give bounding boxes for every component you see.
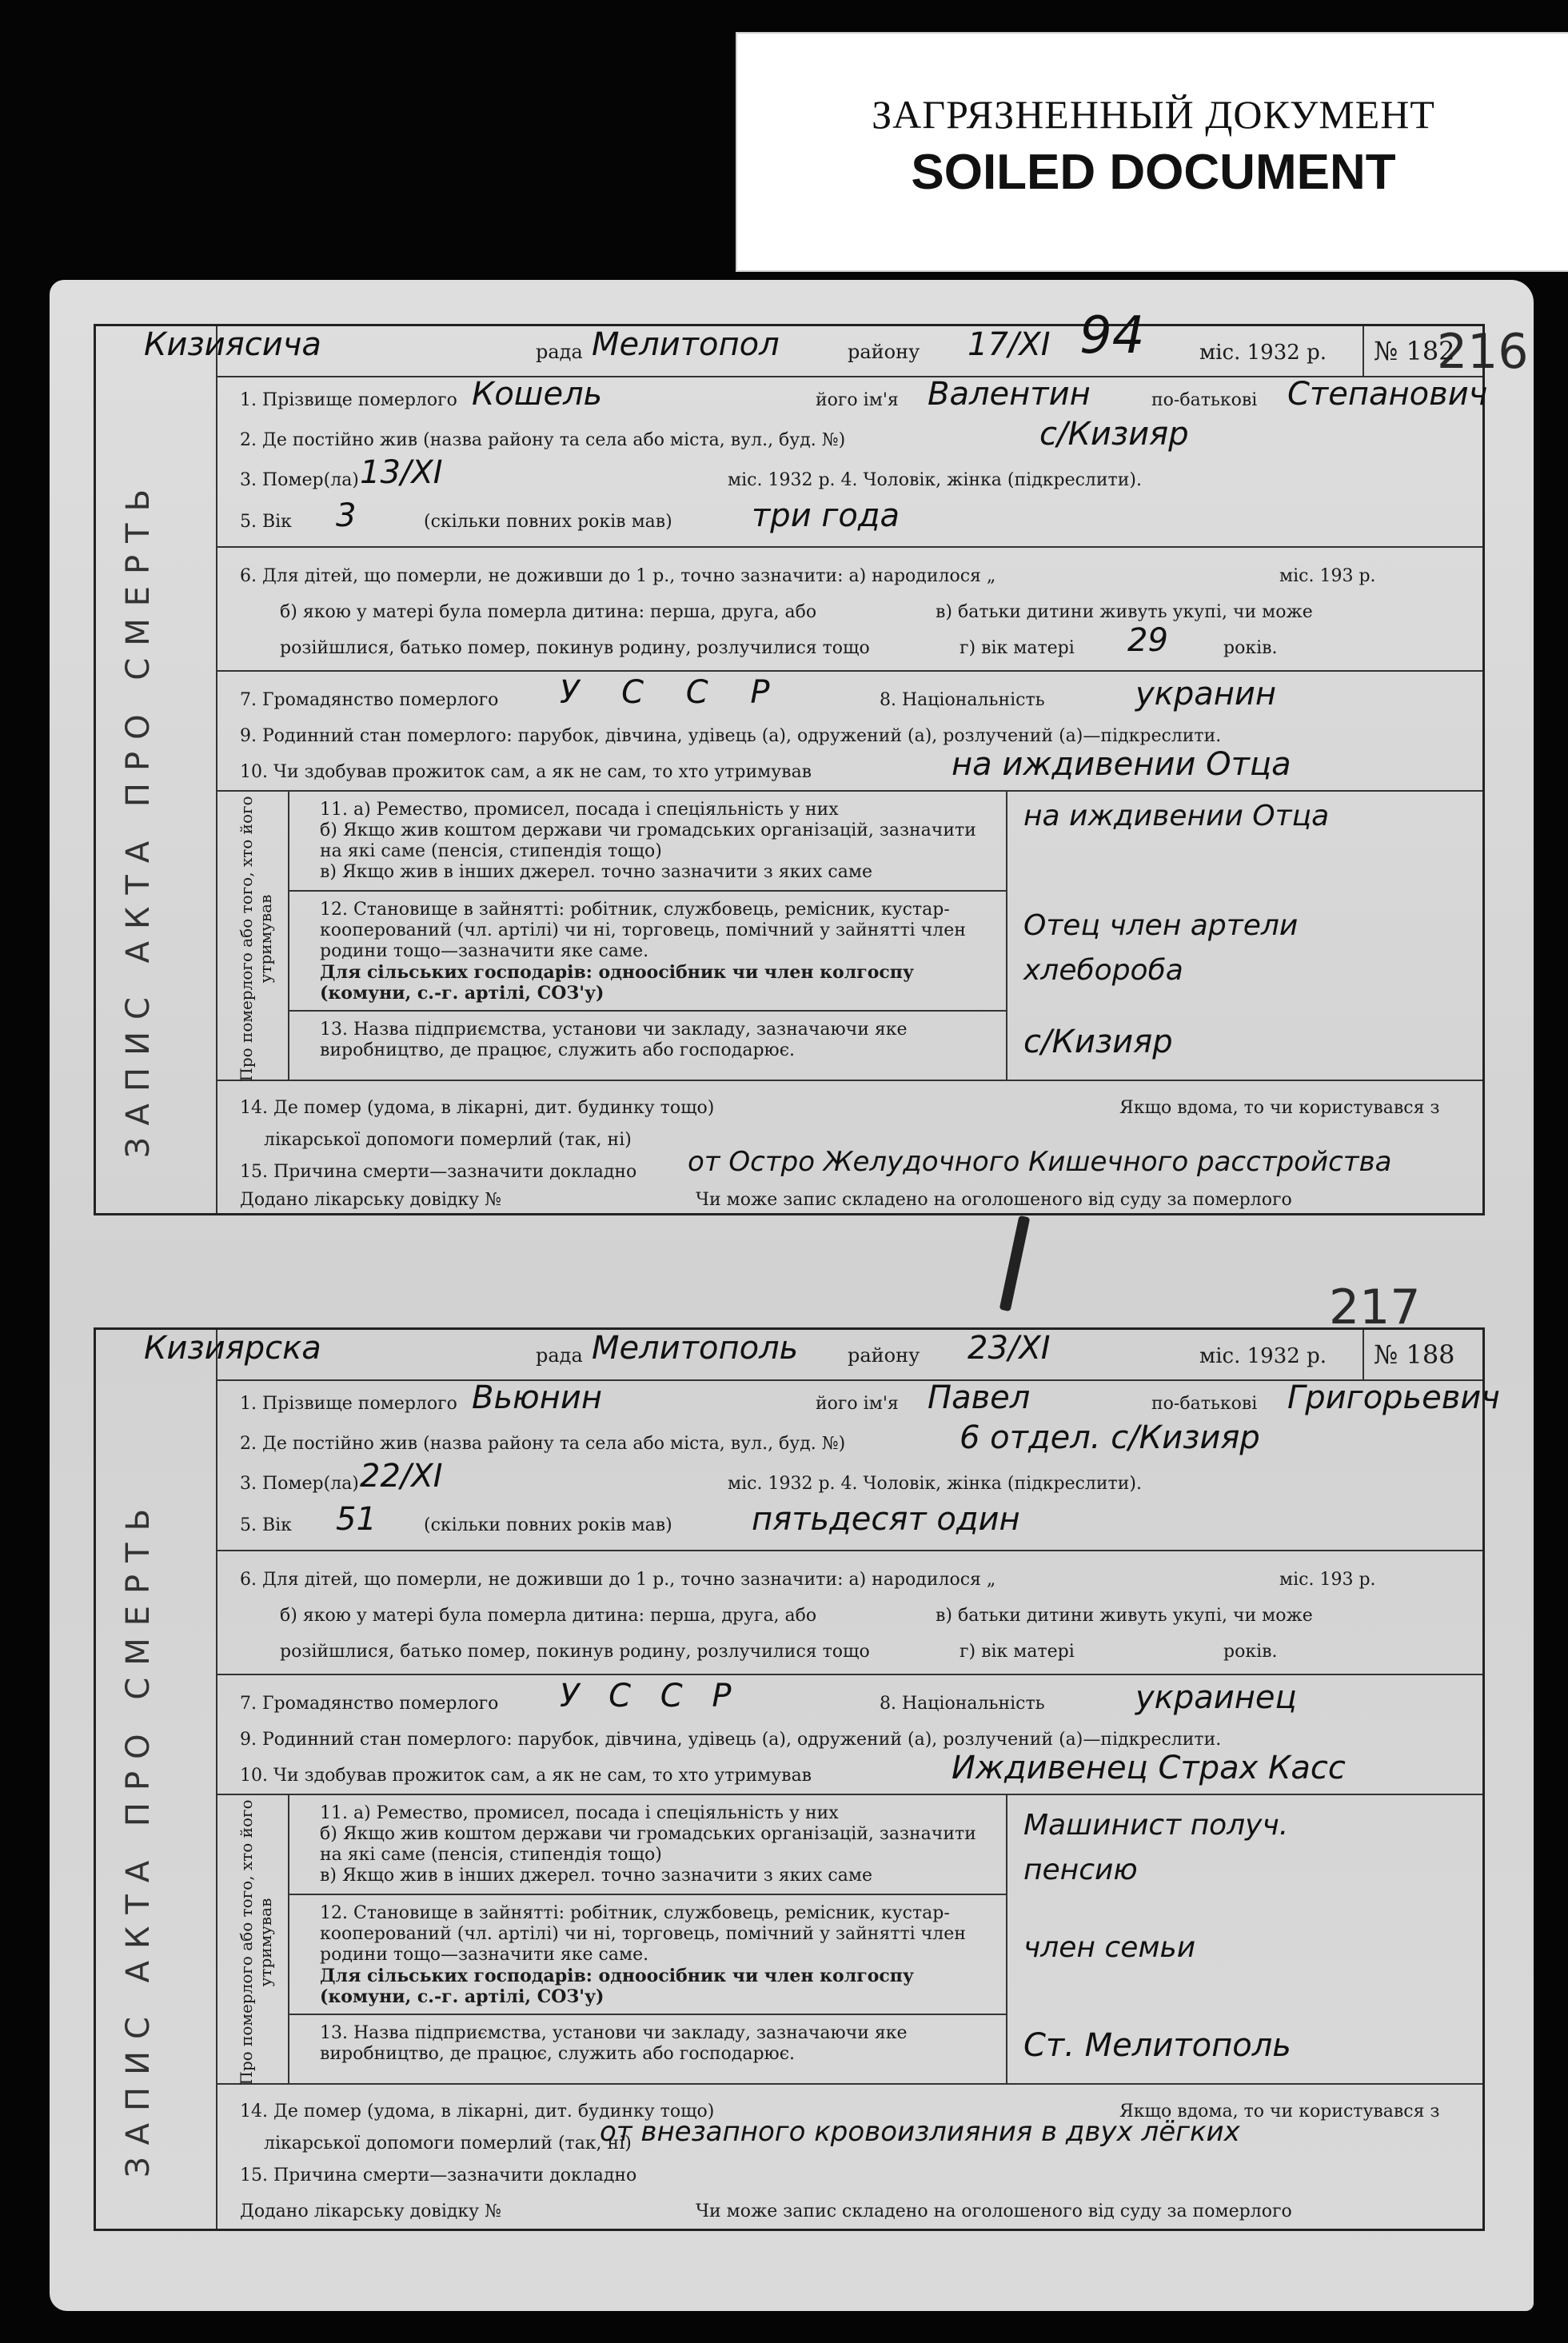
label: б) якою у матері була померла дитина: перша, друга, або xyxy=(280,1606,817,1626)
row-infant-c xyxy=(280,622,1466,659)
label: 6. Для дітей, що померли, не доживши до 1 р., точно зазначити: а) народилося „ xyxy=(240,566,996,586)
label: його ім'я xyxy=(816,390,899,410)
record-side-title: ЗАПИС АКТА ПРО СМЕРТЬ xyxy=(120,1496,157,2177)
occupation-12-text: 12. Становище в зайнятті: робітник, службовець, ремісник, кустар-кооперований (чл. артілі) чи ні, торговець, помічний у зайнятті член родини тощо—зазначити яке саме. xyxy=(320,1903,966,1965)
label: (скільки повних років мав) xyxy=(424,1515,672,1535)
row-support xyxy=(240,746,1466,783)
occupation-13-value: Ст. Мелитополь xyxy=(1023,2027,1291,2064)
record-date: 17/XI xyxy=(968,326,1051,363)
nationality: украинец xyxy=(1135,1679,1297,1716)
record-date: 23/XI xyxy=(968,1330,1051,1367)
label: 7. Громадянство померлого xyxy=(240,690,499,710)
support: на иждивении Отца xyxy=(952,746,1291,783)
given-name: Павел xyxy=(928,1379,1031,1416)
support: Иждивенец Страх Касс xyxy=(952,1750,1346,1786)
stamp-russian: ЗАГРЯЗНЕННЫЙ ДОКУМЕНТ xyxy=(872,92,1435,137)
row-citizenship xyxy=(240,1678,1466,1716)
label: 9. Родинний стан померлого: парубок, дівчина, удівець (а), одружений (а), розлучений (а)—підкреслити. xyxy=(240,726,1222,746)
occupation-12-farmers: Для сільських господарів: одноосібник чи член колгоспу (комуни, с.-г. артілі, СОЗ'у) xyxy=(320,962,914,1004)
label: його ім'я xyxy=(816,1394,899,1414)
raion-label: району xyxy=(848,1344,920,1367)
label: 8. Національність xyxy=(880,1694,1045,1714)
label: 3. Помер(ла) xyxy=(240,470,359,490)
patronymic: Степанович xyxy=(1287,376,1488,413)
occupation-13-value: с/Кизияр xyxy=(1023,1024,1173,1060)
label: г) вік матері xyxy=(960,638,1075,658)
occupation-12 xyxy=(288,892,1007,1012)
label: в) батьки дитини живуть укупі, чи може xyxy=(936,1606,1313,1626)
label: 1. Прізвище померлого xyxy=(240,1394,457,1414)
label: років. xyxy=(1223,1642,1278,1662)
citizenship: У С С Р xyxy=(560,674,786,711)
label: г) вік матері xyxy=(960,1642,1075,1662)
label: 6. Для дітей, що померли, не доживши до 1 р., точно зазначити: а) народилося „ xyxy=(240,1570,996,1590)
label: лікарської допомоги померлий (так, ні) xyxy=(264,1130,632,1150)
death-record-2 xyxy=(94,1327,1500,2231)
row-surname xyxy=(240,376,1488,413)
label: 10. Чи здобував прожиток сам, а як не сам, то хто утримував xyxy=(240,762,812,782)
occupation-12-text: 12. Становище в зайнятті: робітник, службовець, ремісник, кустар-кооперований (чл. артілі) чи ні, торговець, помічний у зайнятті член родини тощо—зазначити яке саме. xyxy=(320,900,966,961)
label: 3. Помер(ла) xyxy=(240,1474,359,1494)
label: років. xyxy=(1223,638,1278,658)
page-number-top: 216 xyxy=(1437,324,1529,380)
citizenship: У С С Р xyxy=(560,1678,741,1714)
label: 5. Вік xyxy=(240,1515,292,1535)
nationality: укранин xyxy=(1135,676,1277,712)
row-infant-a xyxy=(240,1570,1466,1590)
surname: Вьюнин xyxy=(472,1379,602,1416)
surname: Кошель xyxy=(472,376,603,413)
village-council: Кизиярска xyxy=(144,1330,321,1367)
occupation-11: 11. а) Ремество, промисел, посада і спеціяльність у них б) Якщо жив коштом держави чи громадських організацій, зазначити на які саме (пенсія, стипендія тощо) в) Якщо жив в інших джерел. точно зазначити з яких саме xyxy=(288,1795,1007,1895)
label: 9. Родинний стан померлого: парубок, дівчина, удівець (а), одружений (а), розлучений (а)—підкреслити. xyxy=(240,1730,1222,1750)
label: Додано лікарську довідку № xyxy=(240,2201,501,2221)
label: 7. Громадянство померлого xyxy=(240,1694,499,1714)
occupation-11-value: Машинист получ. пенсию xyxy=(1023,1809,1289,1886)
row-citizenship xyxy=(240,674,1466,712)
raion-label: району xyxy=(848,341,920,363)
death-record-1 xyxy=(94,306,1488,1215)
raion-name: Мелитополь xyxy=(592,1330,799,1367)
patronymic: Григорьевич xyxy=(1287,1379,1500,1416)
occupation-side xyxy=(216,792,289,1080)
label: 5. Вік xyxy=(240,512,292,532)
age: 3 xyxy=(336,497,357,534)
address: 6 отдел. с/Кизияр xyxy=(960,1419,1260,1456)
given-name: Валентин xyxy=(928,376,1091,413)
record-side-title: ЗАПИС АКТА ПРО СМЕРТЬ xyxy=(120,477,157,1158)
label: Чи може запис складено на оголошеного від суду за померлого xyxy=(696,2201,1292,2221)
row-marital xyxy=(240,726,1466,746)
label: Додано лікарську довідку № xyxy=(240,1190,501,1210)
row-support xyxy=(240,1750,1466,1786)
record-header xyxy=(144,306,1482,377)
occupation-13: 13. Назва підприємства, установи чи закладу, зазначаючи яке виробництво, де працює, служить або господарює. xyxy=(288,2015,1007,2083)
month-year-label: міс. 1932 р. xyxy=(1199,1344,1327,1368)
occupation-12-value: Отец член артели хлебороба xyxy=(1023,909,1299,987)
row-surname xyxy=(240,1379,1500,1416)
record-number: № 188 xyxy=(1363,1330,1482,1379)
row-address xyxy=(240,1419,1466,1456)
page-number-middle: 217 xyxy=(1329,1279,1421,1335)
label: 10. Чи здобував прожиток сам, а як не сам, то хто утримував xyxy=(240,1766,812,1786)
rada-label: рада xyxy=(536,1344,583,1367)
label: 14. Де помер (удома, в лікарні, дит. будинку тощо) xyxy=(240,1098,715,1118)
side-label: Про померлого або того, хто його утримував xyxy=(237,1799,275,2086)
row-died xyxy=(240,1458,1466,1495)
label: міс. 1932 р. 4. Чоловік, жінка (підкреслити). xyxy=(728,1474,1142,1494)
occupation-12-farmers: Для сільських господарів: одноосібник чи член колгоспу (комуни, с.-г. артілі, СОЗ'у) xyxy=(320,1966,914,2007)
row-died xyxy=(240,454,1466,491)
row-cause xyxy=(240,1146,1466,1182)
label: міс. 1932 р. 4. Чоловік, жінка (підкреслити). xyxy=(728,470,1142,490)
occupation-12-value: член семьи xyxy=(1023,1931,1196,1964)
label: б) якою у матері була померла дитина: перша, друга, або xyxy=(280,602,817,622)
record-number: № 182 xyxy=(1363,326,1482,376)
rada-label: рада xyxy=(536,341,583,363)
stamp-english: SOILED DOCUMENT xyxy=(911,145,1396,200)
divider xyxy=(216,1550,1482,1551)
row-cause xyxy=(240,2165,1466,2185)
occupation-side xyxy=(216,1795,289,2086)
archive-sheet xyxy=(50,280,1534,2311)
month-year-label: міс. 1932 р. xyxy=(1199,341,1327,365)
label: Чи може запис складено на оголошеного від суду за померлого xyxy=(696,1190,1292,1210)
label: 2. Де постійно жив (назва району та села або міста, вул., буд. №) xyxy=(240,1434,846,1454)
cause: от Остро Желудочного Кишечного расстройства xyxy=(688,1146,1392,1178)
record-header xyxy=(144,1330,1482,1381)
label: міс. 193 р. xyxy=(1279,1570,1376,1590)
record-mark: 94 xyxy=(1079,306,1145,365)
divider xyxy=(216,670,1482,672)
row-age xyxy=(240,1501,1466,1538)
occupation-13: 13. Назва підприємства, установи чи закладу, зазначаючи яке виробництво, де працює, служить або господарює. xyxy=(288,1012,1007,1080)
label: розійшлися, батько помер, покинув родину, розлучилися тощо xyxy=(280,638,870,658)
medical-note: от внезапного кровоизлияния в двух лёгких xyxy=(600,2116,1240,2148)
occupation-11: 11. а) Ремество, промисел, посада і спеціяльність у них б) Якщо жив коштом держави чи громадських організацій, зазначити на які саме (пенсія, стипендія тощо) в) Якщо жив в інших джерел. точно зазначити з яких саме xyxy=(288,792,1007,892)
age: 51 xyxy=(336,1501,377,1538)
row-infant-a xyxy=(240,566,1466,586)
label: Якщо вдома, то чи користувався з xyxy=(1119,2102,1440,2121)
row-infant-b xyxy=(280,1606,1466,1626)
label: 15. Причина смерти—зазначити докладно xyxy=(240,2165,637,2185)
occupation-12 xyxy=(288,1895,1007,2015)
label: 8. Національність xyxy=(880,690,1045,710)
label: Якщо вдома, то чи користувався з xyxy=(1119,1098,1440,1118)
row-certificate xyxy=(240,1190,1466,1210)
occupation-block xyxy=(216,1794,1482,2085)
occupation-11-value: на иждивении Отца xyxy=(1023,800,1330,832)
label: 14. Де помер (удома, в лікарні, дит. будинку тощо) xyxy=(240,2102,715,2121)
divider xyxy=(216,546,1482,548)
age-words: три года xyxy=(752,497,900,534)
soiled-document-stamp xyxy=(736,32,1568,272)
label: міс. 193 р. xyxy=(1279,566,1376,586)
row-place xyxy=(240,1098,1466,1118)
label: (скільки повних років мав) xyxy=(424,512,672,532)
label: по-батькові xyxy=(1151,390,1258,410)
address: с/Кизияр xyxy=(1039,416,1189,453)
label: по-батькові xyxy=(1151,1394,1258,1414)
village-council: Кизиясича xyxy=(144,326,321,363)
row-infant-c xyxy=(280,1642,1466,1662)
age-words: пятьдесят один xyxy=(752,1501,1020,1538)
occupation-block xyxy=(216,790,1482,1081)
raion-name: Мелитопол xyxy=(592,326,780,363)
pen-mark xyxy=(999,1215,1031,1311)
divider xyxy=(216,1674,1482,1675)
label: в) батьки дитини живуть укупі, чи може xyxy=(936,602,1313,622)
row-infant-b xyxy=(280,602,1466,622)
death-date: 13/XI xyxy=(360,454,443,491)
mother-age: 29 xyxy=(1127,622,1168,659)
label: 1. Прізвище померлого xyxy=(240,390,457,410)
row-marital xyxy=(240,1730,1466,1750)
label: 2. Де постійно жив (назва району та села або міста, вул., буд. №) xyxy=(240,430,846,450)
row-medical xyxy=(264,2116,1466,2153)
row-certificate xyxy=(240,2201,1466,2221)
label: лікарської допомоги померлий (так, ні) xyxy=(264,2133,632,2153)
row-address xyxy=(240,416,1466,453)
row-age xyxy=(240,497,1466,534)
label: 15. Причина смерти—зазначити докладно xyxy=(240,1162,637,1182)
label: розійшлися, батько помер, покинув родину, розлучилися тощо xyxy=(280,1642,870,1662)
death-date: 22/XI xyxy=(360,1458,443,1495)
side-label: Про померлого або того, хто його утримував xyxy=(237,796,275,1082)
